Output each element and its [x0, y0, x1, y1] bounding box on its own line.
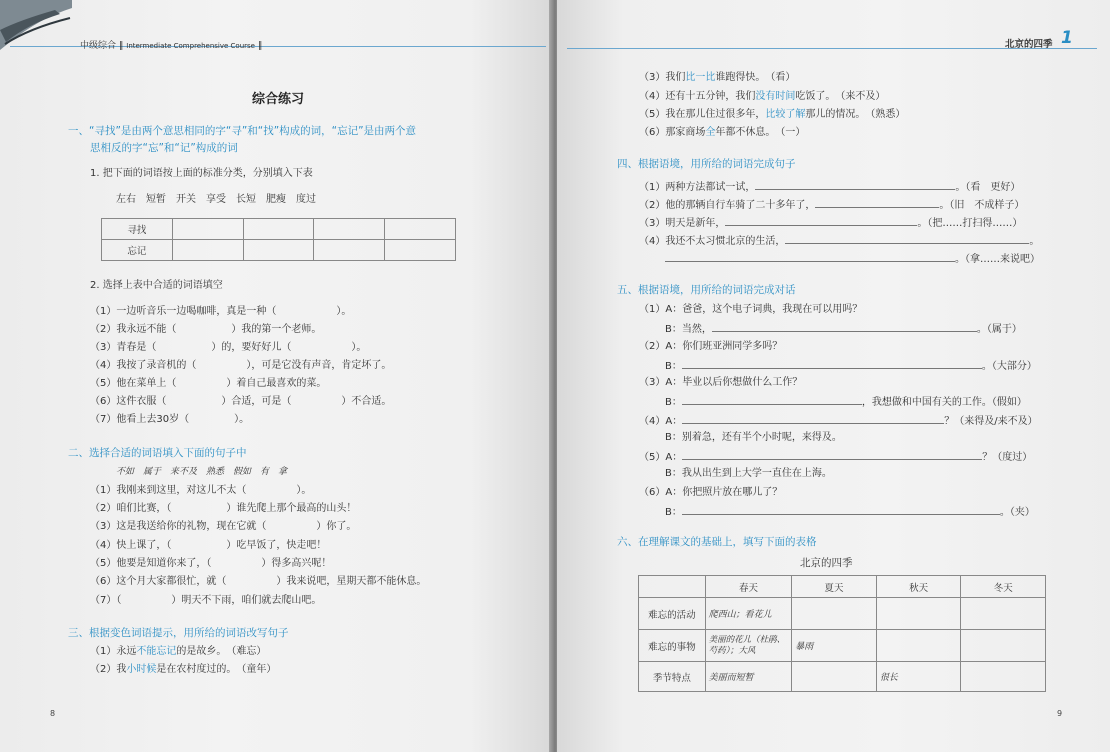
sec2-item: （4）快上课了，（ ）吃早饭了，快走吧！ — [90, 540, 327, 551]
dialog-a: （5）A： ？（度过） — [639, 449, 1032, 465]
sec2-choices: 不如 属于 来不及 熟悉 假如 有 拿 — [116, 467, 288, 477]
classification-table — [101, 218, 456, 261]
sec1-line2: 思相反的字“忘”和“记”构成的词 — [90, 142, 238, 154]
sec1-item: （5）他在菜单上（ ）着自己最喜欢的菜。 — [90, 378, 327, 389]
sec3-item: （2）我小时候是在农村度过的。 （童年） — [90, 664, 277, 675]
answer-cell[interactable] — [172, 240, 243, 261]
sec1-item: （6）这件衣服（ ）合适，可是（ ）不合适。 — [90, 396, 392, 407]
sec2-item: （6）这个月大家都很忙，就（ ）我来说吧，星期天都不能休息。 — [90, 576, 427, 587]
sec3-item: （5）我在那儿住过很多年，比较了解那儿的情况。 （熟悉） — [639, 109, 906, 120]
sec1-line1: 一、“寻找”是由两个意思相同的字“寻”和“找”构成的词，“忘记”是由两个意 — [68, 125, 417, 137]
row-label-activity: 难忘的活动 — [639, 598, 706, 630]
word-list: 左右 短暂 开关 享受 长短 肥瘦 度过 — [116, 194, 316, 205]
answer-line[interactable] — [712, 321, 977, 332]
page-title: 综合练习 — [252, 92, 305, 107]
answer-cell[interactable] — [172, 219, 243, 240]
sec1-q1-prompt: 1. 把下面的词语按上面的标准分类，分别填入下表 — [90, 168, 313, 179]
answer-cell[interactable] — [314, 240, 385, 261]
sec2-title: 二、选择合适的词语填入下面的句子中 — [68, 447, 247, 459]
dialog-b: B： 。（夹） — [665, 504, 1035, 520]
answer-line[interactable] — [785, 233, 1029, 244]
cell-autumn-things[interactable] — [876, 630, 961, 662]
answer-line[interactable] — [665, 251, 955, 262]
sec1-q2-prompt: 2. 选择上表中合适的词语填空 — [90, 280, 223, 291]
sec2-item: （3）这是我送给你的礼物，现在它就（ ）你了。 — [90, 521, 357, 532]
page-number-left: 8 — [50, 709, 56, 718]
dialog-a: （4）A： ？（来得及/来不及） — [639, 413, 1038, 429]
seasons-table — [638, 575, 1046, 692]
sec1-item: （3）青春是（ ）的，要好好儿（ ）。 — [90, 342, 367, 353]
cell-autumn-features[interactable]: 很长 — [876, 662, 961, 692]
dialog-a: （1）A：爸爸，这个电子词典，我现在可以用吗？ — [639, 304, 863, 315]
answer-cell[interactable] — [314, 219, 385, 240]
col-summer: 夏天 — [792, 576, 877, 598]
seasons-table-title: 北京的四季 — [800, 557, 853, 569]
answer-cell[interactable] — [243, 219, 314, 240]
sec1-item: （4）我按了录音机的（ ），可是它没有声音，肯定坏了。 — [90, 360, 392, 371]
lesson-number: 1 — [1061, 28, 1073, 48]
sec3-title: 三、根据变色词语提示，用所给的词语改写句子 — [68, 627, 289, 639]
sec3-item: （6）那家商场全年都不休息。 （一） — [639, 127, 806, 138]
sec5-title: 五、根据语境，用所给的词语完成对话 — [617, 284, 796, 296]
answer-line[interactable] — [682, 449, 982, 460]
dialog-b: B：我从出生到上大学一直住在上海。 — [665, 468, 832, 479]
sec1-item: （1）一边听音乐一边喝咖啡，真是一种（ ）。 — [90, 306, 352, 317]
answer-line[interactable] — [755, 179, 955, 190]
row-label-wangji: 忘记 — [102, 240, 173, 261]
answer-cell[interactable] — [243, 240, 314, 261]
header-course-cn: 中级综合 — [80, 41, 117, 51]
dialog-a: （2）A：你们班亚洲同学多吗？ — [639, 341, 783, 352]
sec3-item: （3）我们比一比谁跑得快。 （看） — [639, 72, 796, 83]
answer-line[interactable] — [725, 215, 917, 226]
sec6-title: 六、在理解课文的基础上，填写下面的表格 — [617, 536, 817, 548]
sec2-item: （1）我刚来到这里，对这儿不太（ ）。 — [90, 485, 312, 496]
page-number-right: 9 — [1057, 709, 1063, 718]
header-course-en: Intermediate Comprehensive Course — [126, 42, 255, 50]
cell-winter-activity[interactable] — [961, 598, 1046, 630]
header-left: 中级综合 ‖ Intermediate Comprehensive Course ‖ — [80, 41, 263, 51]
answer-line[interactable] — [682, 394, 862, 405]
sec3-item: （1）永远不能忘记的是故乡。 （难忘） — [90, 646, 267, 657]
answer-line[interactable] — [682, 358, 982, 369]
row-label-things: 难忘的事物 — [639, 630, 706, 662]
sec4-title: 四、根据语境，用所给的词语完成句子 — [617, 158, 796, 170]
dialog-a: （6）A：你把照片放在哪儿了？ — [639, 487, 783, 498]
header-lesson-title: 北京的四季 — [1005, 39, 1053, 50]
cell-summer-things[interactable]: 暴雨 — [792, 630, 877, 662]
col-spring: 春天 — [705, 576, 792, 598]
cell-spring-things[interactable]: 美丽的花儿（杜鹃、芍药）；大风 — [705, 630, 792, 662]
dialog-a: （3）A：毕业以后你想做什么工作？ — [639, 377, 803, 388]
dialog-b: B：别着急，还有半个小时呢，来得及。 — [665, 432, 842, 443]
answer-line[interactable] — [682, 504, 1000, 515]
sec2-item: （5）他要是知道你来了，（ ）得多高兴呢！ — [90, 558, 332, 569]
sec4-item: （2）他的那辆自行车骑了二十多年了， 。（旧 不成样子） — [639, 197, 1024, 213]
row-label-xunzhao: 寻找 — [102, 219, 173, 240]
row-label-features: 季节特点 — [639, 662, 706, 692]
dialog-b: B： 。（大部分） — [665, 358, 1037, 374]
answer-cell[interactable] — [385, 240, 456, 261]
sec4-item: （1）两种方法都试一试， 。（看 更好） — [639, 179, 1020, 195]
sec4-item: （3）明天是新年， 。（把……打扫得……） — [639, 215, 1022, 231]
col-autumn: 秋天 — [876, 576, 961, 598]
cell-winter-features[interactable] — [961, 662, 1046, 692]
cell-autumn-activity[interactable] — [876, 598, 961, 630]
sec1-item: （2）我永远不能（ ）我的第一个老师。 — [90, 324, 322, 335]
sec3-item: （4）还有十五分钟，我们没有时间吃饭了。 （来不及） — [639, 91, 886, 102]
cell-winter-things[interactable] — [961, 630, 1046, 662]
roof-eaves-decoration — [0, 0, 72, 50]
sec2-item: （2）咱们比赛，（ ）谁先爬上那个最高的山头！ — [90, 503, 357, 514]
dialog-b: B： ，我想做和中国有关的工作。（假如） — [665, 394, 1027, 410]
table-corner — [639, 576, 706, 598]
cell-spring-activity[interactable]: 爬西山；看花儿 — [705, 598, 792, 630]
answer-line[interactable] — [815, 197, 939, 208]
cell-spring-features[interactable]: 美丽而短暂 — [705, 662, 792, 692]
sec4-item-continued: 。（拿……来说吧） — [665, 251, 1040, 267]
answer-cell[interactable] — [385, 219, 456, 240]
cell-summer-features[interactable] — [792, 662, 877, 692]
dialog-b: B：当然， 。（属于） — [665, 321, 1022, 337]
sec4-item: （4）我还不太习惯北京的生活， 。 — [639, 233, 1039, 249]
col-winter: 冬天 — [961, 576, 1046, 598]
sec1-item: （7）他看上去30岁（ ）。 — [90, 414, 250, 425]
right-page — [557, 0, 1110, 752]
answer-line[interactable] — [682, 413, 944, 424]
cell-summer-activity[interactable] — [792, 598, 877, 630]
left-page — [0, 0, 553, 752]
sec2-item: （7）（ ）明天不下雨，咱们就去爬山吧。 — [90, 595, 322, 606]
